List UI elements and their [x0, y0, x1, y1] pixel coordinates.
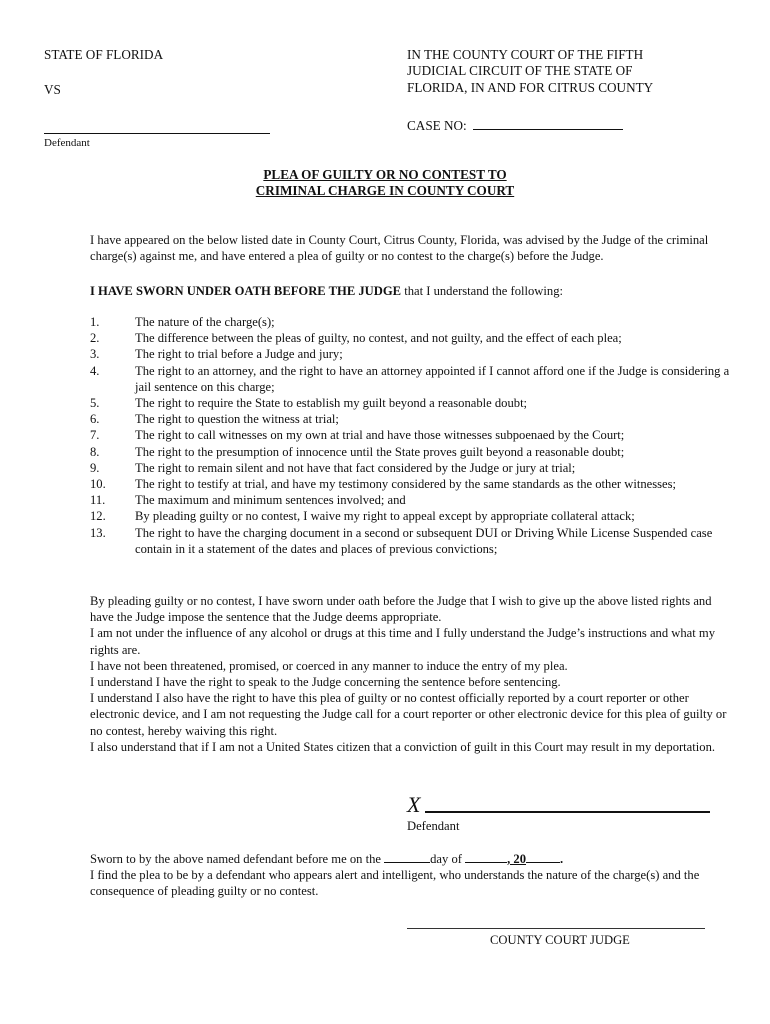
- case-number-row: [407, 117, 623, 134]
- case-number-field[interactable]: [473, 117, 623, 130]
- list-item: [90, 346, 730, 362]
- list-item: [90, 427, 730, 443]
- list-item: [90, 508, 730, 524]
- list-number: 12.: [90, 509, 106, 524]
- list-text: The right to testify at trial, and have my testimony considered by the same standards as the other witnesses;: [135, 477, 677, 492]
- list-number: 8.: [90, 444, 100, 459]
- defendant-name-field[interactable]: [44, 133, 270, 134]
- versus-caption: VS: [44, 82, 61, 97]
- list-text: By pleading guilty or no contest, I waive my right to appeal except by appropriate collateral attack;: [135, 509, 635, 524]
- list-item: [90, 476, 730, 492]
- year-prefix: , 20: [507, 852, 526, 866]
- intro-paragraph: I have appeared on the below listed date in County Court, Citrus County, Florida, was advised by the Judge of the criminal charge(s) against me, and have entered a plea of guilty or no contest to the charge(s) before the Judge.: [90, 233, 709, 264]
- court-line: FLORIDA, IN AND FOR CITRUS COUNTY: [407, 79, 654, 95]
- judge-signature-field[interactable]: [407, 928, 705, 929]
- list-number: 6.: [90, 412, 100, 427]
- list-number: 3.: [90, 347, 100, 362]
- list-item: [90, 411, 730, 427]
- court-line: JUDICIAL CIRCUIT OF THE STATE OF: [407, 63, 633, 79]
- oath-statement: [90, 283, 730, 299]
- list-number: 13.: [90, 525, 106, 540]
- sworn-date-line: [90, 850, 730, 867]
- list-item: [90, 395, 730, 411]
- list-text: The right to call witnesses on my own at trial and have those witnesses subpoenaed by the Court;: [135, 428, 625, 443]
- title-line-2: CRIMINAL CHARGE IN COUNTY COURT: [255, 183, 515, 199]
- list-number: 1.: [90, 315, 100, 329]
- list-item: [90, 460, 730, 476]
- list-number: 9.: [90, 460, 100, 475]
- list-text: The right to have the charging document in a second or subsequent DUI or Driving While License Suspended case contain in it a statement of the dates and places of previous convictions;: [135, 525, 713, 556]
- list-text: The right to require the State to establish my guilt beyond a reasonable doubt;: [135, 396, 528, 411]
- list-text: The right to remain silent and not have that fact considered by the Judge or jury at trial;: [135, 460, 576, 475]
- list-number: 7.: [90, 428, 100, 443]
- list-text: The nature of the charge(s);: [135, 315, 275, 329]
- list-item: [90, 492, 730, 508]
- rights-list: [90, 314, 730, 557]
- oath-bold: I HAVE SWORN UNDER OATH BEFORE THE JUDGE: [90, 284, 402, 298]
- list-text: The right to question the witness at trial;: [135, 412, 339, 427]
- list-item: [90, 363, 730, 395]
- day-of-label: day of: [430, 852, 462, 866]
- list-text: The difference between the pleas of guilty, no contest, and not guilty, and the effect of each plea;: [135, 331, 622, 346]
- document-title: [0, 167, 770, 200]
- title-line-1: PLEA OF GUILTY OR NO CONTEST TO: [263, 167, 507, 182]
- statements-block: [90, 593, 730, 755]
- list-item: [90, 444, 730, 460]
- case-number-label: CASE NO:: [407, 118, 467, 133]
- statement-paragraph: I have not been threatened, promised, or coerced in any manner to induce the entry of my plea.: [90, 658, 568, 673]
- list-text: The right to an attorney, and the right to have an attorney appointed if I cannot afford one if the Judge is considering a jail sentence on this charge;: [135, 363, 730, 394]
- year-suffix: .: [560, 852, 564, 866]
- statement-paragraph: I understand I have the right to speak to the Judge concerning the sentence before sentencing.: [90, 675, 561, 690]
- defendant-signature-field[interactable]: [425, 811, 710, 813]
- list-item: [90, 525, 730, 557]
- year-field[interactable]: [526, 850, 560, 863]
- list-text: The right to the presumption of innocence until the State proves guilt beyond a reasonable doubt;: [135, 444, 625, 459]
- signature-caption: Defendant: [407, 819, 460, 833]
- court-line: IN THE COUNTY COURT OF THE FIFTH: [407, 47, 644, 62]
- list-text: The right to trial before a Judge and jury;: [135, 347, 343, 362]
- court-header: [407, 47, 727, 96]
- finding-paragraph: I find the plea to be by a defendant who appears alert and intelligent, who understands the nature of the charge(s) and the consequence of pleading guilty or no contest.: [90, 868, 700, 899]
- list-number: 5.: [90, 396, 100, 411]
- list-item: [90, 330, 730, 346]
- day-field[interactable]: [384, 850, 430, 863]
- list-text: The maximum and minimum sentences involved; and: [135, 493, 406, 508]
- list-item: [90, 314, 730, 330]
- signature-x-mark: X: [407, 792, 421, 817]
- statement-paragraph: I also understand that if I am not a United States citizen that a conviction of guilt in this Court may result in my deportation.: [90, 739, 716, 754]
- judge-caption: COUNTY COURT JUDGE: [490, 933, 630, 947]
- list-number: 2.: [90, 331, 100, 346]
- list-number: 10.: [90, 477, 106, 492]
- statement-paragraph: I understand I also have the right to have this plea of guilty or no contest officially reported by a court reporter or other electronic device, and I am not requesting the Judge call for a court reporter or other electronic device for this plea of guilty or no contest, hereby waiving this right.: [90, 691, 727, 738]
- sworn-block: [90, 850, 730, 900]
- defendant-caption: Defendant: [44, 137, 90, 149]
- month-field[interactable]: [465, 850, 507, 863]
- list-number: 11.: [90, 493, 106, 508]
- oath-rest: that I understand the following:: [401, 284, 563, 298]
- statement-paragraph: I am not under the influence of any alcohol or drugs at this time and I fully understand the Judge’s instructions and what my rights are.: [90, 626, 715, 657]
- state-caption: STATE OF FLORIDA: [44, 47, 164, 62]
- list-number: 4.: [90, 363, 100, 378]
- sworn-prefix: Sworn to by the above named defendant before me on the: [90, 852, 381, 866]
- statement-paragraph: By pleading guilty or no contest, I have sworn under oath before the Judge that I wish to give up the above listed rights and have the Judge impose the sentence that the Judge deems appropriate.: [90, 594, 712, 625]
